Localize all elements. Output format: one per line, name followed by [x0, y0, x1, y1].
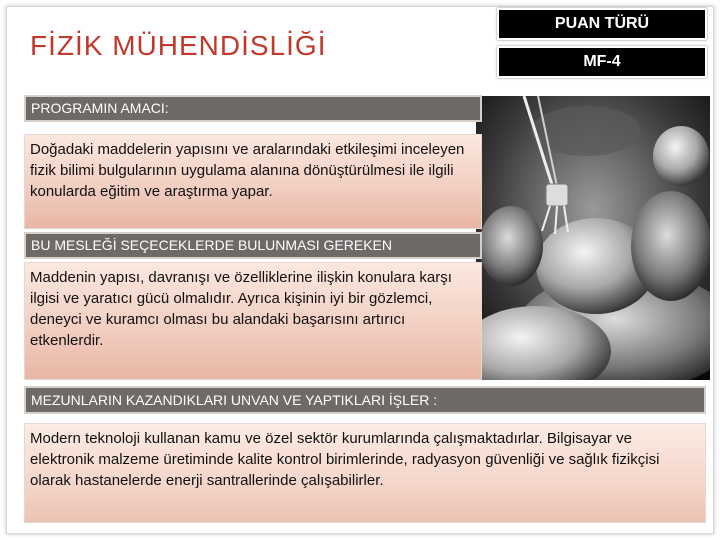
page-title: FİZİK MÜHENDİSLİĞİ [30, 30, 327, 61]
section-heading-purpose: PROGRAMIN AMACI: [24, 95, 482, 122]
section-body-purpose: Doğadaki maddelerin yapısını ve aralarındaki etkileşimi inceleyen fizik bilimi bulgularının uygulama alanına dönüştürülmesi ile ilgili konularda eğitim ve araştırma yapar. [24, 134, 482, 229]
microscope-image [476, 96, 710, 380]
section-heading-graduates: MEZUNLARIN KAZANDIKLARI UNVAN VE YAPTIKLARI İŞLER : [24, 386, 706, 414]
score-type-value: MF-4 [497, 46, 707, 78]
microscope-image-graphic [476, 96, 710, 380]
section-body-graduates: Modern teknoloji kullanan kamu ve özel sektör kurumlarında çalışmaktadırlar. Bilgisayar ve elektronik malzeme üretiminde kalite kontrol birimlerinde, radyasyon güvenliği ve sağlık fizikçisi olarak hastanelerde enerji santrallerinde çalışabilirler. [24, 423, 706, 523]
score-type-label: PUAN TÜRÜ [497, 8, 707, 40]
section-body-requirements: Maddenin yapısı, davranışı ve özelliklerine ilişkin konulara karşı ilgisi ve yaratıcı gücü olmalıdır. Ayrıca kişinin iyi bir gözlemci, deneyci ve kuramcı olması bu alandaki başarısını artırıcı etkenlerdir. [24, 262, 482, 380]
section-heading-requirements: BU MESLEĞİ SEÇECEKLERDE BULUNMASI GEREKEN [24, 232, 482, 259]
